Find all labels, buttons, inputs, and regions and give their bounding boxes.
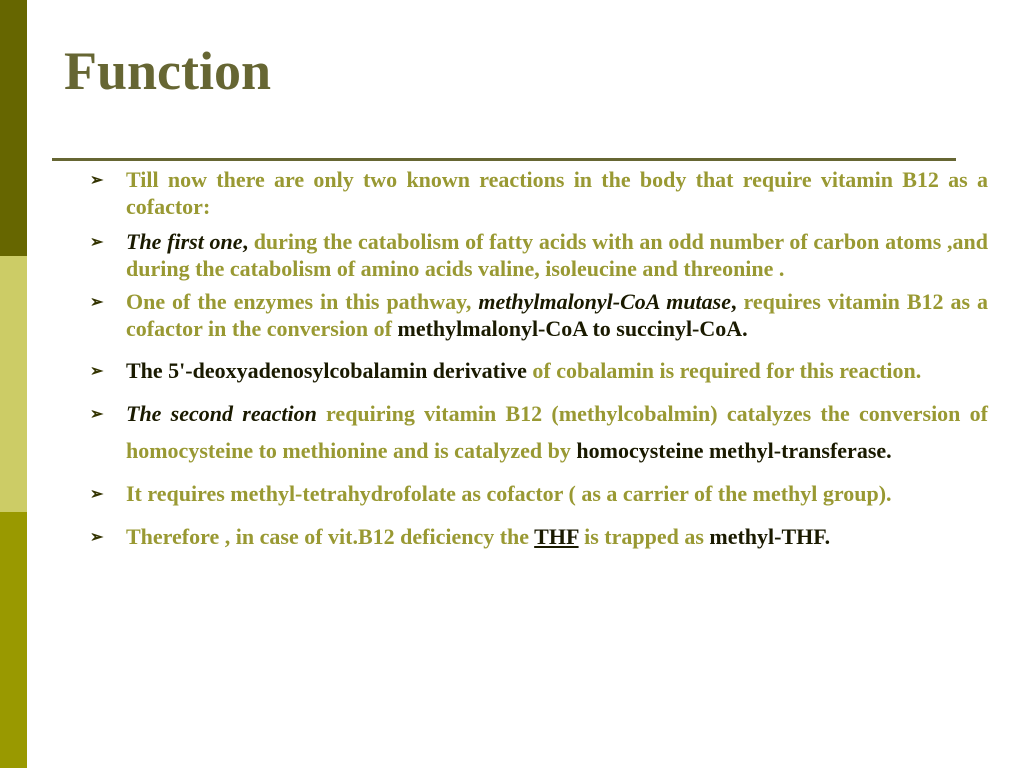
highlighted-text: The 5'-deoxyadenosylcobalamin derivative — [126, 358, 527, 383]
enzyme-name: methylmalonyl-CoA mutase — [478, 289, 731, 314]
title-divider — [52, 158, 956, 161]
bullet-text: requires vitamin B12 as a cofactor in the conversion of — [126, 289, 988, 341]
highlighted-text: methyl-THF. — [709, 524, 831, 549]
emphasis-text: The first one — [126, 229, 243, 254]
bullet-text: Therefore , in case of vit.B12 deficiency the — [126, 524, 535, 549]
bullet-text: Till now there are only two known reactions in the body that require vitamin B12 as a cofactor: — [126, 167, 988, 219]
arrow-bullet-icon: ➢ — [90, 234, 104, 251]
bullet-item — [90, 352, 988, 389]
arrow-bullet-icon: ➢ — [90, 363, 104, 380]
arrow-bullet-icon: ➢ — [90, 406, 104, 423]
bullet-text: One of the enzymes in this pathway, — [126, 289, 479, 314]
bullet-text: requiring vitamin B12 (methylcobalmin) catalyzes the conversion of homocysteine to methionine and is catalyzed by — [126, 401, 988, 463]
arrow-bullet-icon: ➢ — [90, 529, 104, 546]
bullet-list — [90, 166, 988, 555]
emphasis-text: The second reaction — [126, 401, 317, 426]
decor-stripe-bottom — [0, 512, 27, 768]
bullet-text: of cobalamin is required for this reaction. — [526, 358, 922, 383]
bullet-item — [90, 518, 988, 555]
bullet-item — [90, 395, 988, 469]
bullet-text: It requires methyl-tetrahydrofolate as cofactor ( as a carrier of the methyl group). — [126, 481, 892, 506]
decor-stripe-top — [0, 0, 27, 256]
punctuation-text: , — [242, 229, 248, 254]
bullet-text: during the catabolism of fatty acids with an odd number of carbon atoms ,and during the catabolism of amino acids valine, isoleucine and threonine . — [126, 229, 988, 281]
highlighted-text: methylmalonyl-CoA to succinyl-CoA. — [397, 316, 748, 341]
underlined-text: THF — [534, 524, 579, 549]
bullet-text: is trapped as — [578, 524, 710, 549]
bullet-item — [90, 288, 988, 342]
decor-stripe-middle — [0, 256, 27, 512]
bullet-item — [90, 166, 988, 220]
arrow-bullet-icon: ➢ — [90, 294, 104, 311]
bullet-item — [90, 475, 988, 512]
bullet-item — [90, 228, 988, 282]
arrow-bullet-icon: ➢ — [90, 486, 104, 503]
arrow-bullet-icon: ➢ — [90, 172, 104, 189]
enzyme-name: homocysteine methyl-transferase. — [576, 438, 892, 463]
slide-title: Function — [64, 41, 272, 101]
punctuation-text: , — [731, 289, 737, 314]
